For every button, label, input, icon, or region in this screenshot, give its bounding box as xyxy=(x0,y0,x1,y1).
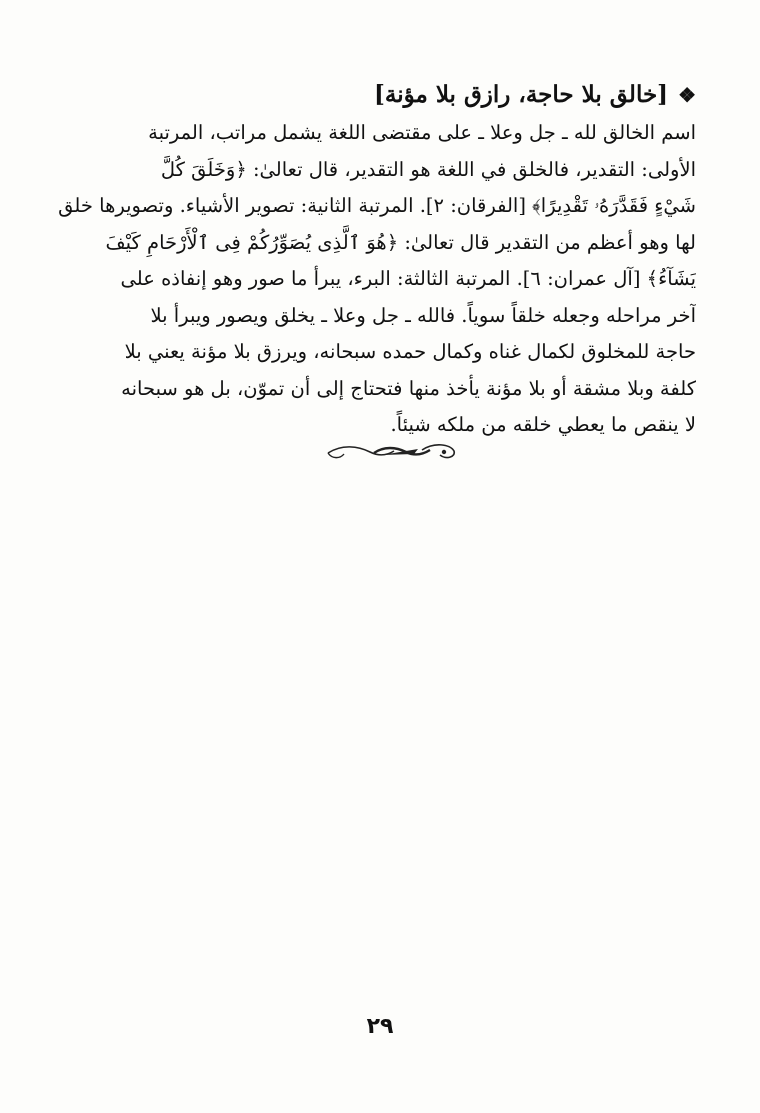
paragraph-line: لها وهو أعظم من التقدير قال تعالىٰ: ﴿هُوَ ٱلَّذِى يُصَوِّرُكُمْ فِى ٱلْأَرْحَامِ كَيْفَ xyxy=(105,230,696,254)
paragraph-line: يَشَآءُ﴾ [آل عمران: ٦]. المرتبة الثالثة: البرء، يبرأ ما صور وهو إنفاذه على xyxy=(120,267,696,290)
paragraph-line: لا ينقص ما يعطي خلقه من ملكه شيئاً. xyxy=(390,413,696,436)
paragraph-line: حاجة للمخلوق لكمال غناه وكمال حمده سبحانه، ويرزق بلا مؤنة يعني بلا xyxy=(124,340,696,363)
paragraph-line: شَيْءٍ فَقَدَّرَهُۥ تَقْدِيرًا﴾ [الفرقان: ٢]. المرتبة الثانية: تصوير الأشياء. وتصويرها خلق xyxy=(58,194,696,217)
paragraph-line: آخر مراحله وجعله خلقاً سوياً. فالله ـ جل وعلا ـ يخلق ويصور ويبرأ بلا xyxy=(150,303,696,327)
decorative-divider-icon xyxy=(322,438,462,466)
body-paragraph xyxy=(58,115,696,444)
paragraph-line: كلفة وبلا مشقة أو بلا مؤنة يأخذ منها فتحتاج إلى أن تموّن، بل هو سبحانه xyxy=(121,376,696,400)
paragraph-line: اسم الخالق لله ـ جل وعلا ـ على مقتضى اللغة يشمل مراتب، المرتبة xyxy=(148,121,696,144)
page-number: ٢٩ xyxy=(366,1014,394,1039)
paragraph-line: الأولى: التقدير، فالخلق في اللغة هو التقدير، قال تعالىٰ: ﴿وَخَلَقَ كُلَّ xyxy=(160,157,696,181)
section-title: [خالق بلا حاجة، رازق بلا مؤنة] xyxy=(374,81,669,108)
section-heading xyxy=(56,78,696,112)
bullet-diamond-icon: ❖ xyxy=(678,83,696,107)
